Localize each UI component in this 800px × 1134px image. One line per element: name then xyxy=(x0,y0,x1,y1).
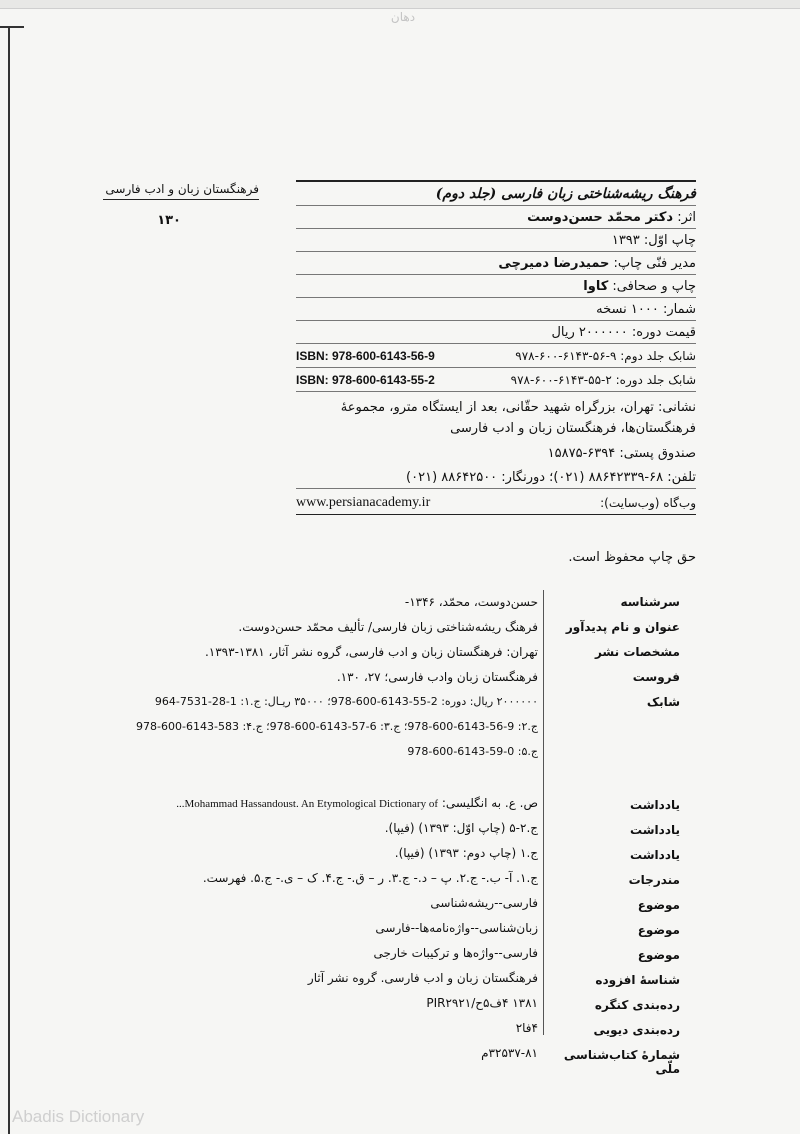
catalog-lc-value: ۱۳۸۱ ۴ف۵ح/PIR۲۹۲۱ xyxy=(426,996,538,1010)
catalog-subject-label-1: موضوع xyxy=(637,898,680,912)
catalog-national-value: ۳۲۵۳۷-۸۱م xyxy=(481,1046,538,1060)
top-edge xyxy=(0,0,800,9)
print-run: شمار: ۱۰۰۰ نسخه xyxy=(596,302,696,317)
colophon-box xyxy=(296,180,696,515)
catalog-added-entry-label: شناسهٔ افزوده xyxy=(595,973,680,987)
catalog-note-value-1 xyxy=(100,796,538,810)
isbn-set-row xyxy=(296,368,696,392)
catalog-publication-value: تهران: فرهنگستان زبان و ادب فارسی، گروه نشر آثار، ۱۳۸۱-۱۳۹۳. xyxy=(204,645,538,659)
po-box: صندوق پستی: ۶۳۹۴-۱۵۸۷۵ xyxy=(547,446,696,461)
catalog-dewey-value: ۴فا۲ xyxy=(515,1021,538,1035)
catalog-added-entry-value: فرهنگستان زبان و ادب فارسی. گروه نشر آثار xyxy=(307,971,538,985)
catalog-note-value-3: ج.۱ (چاپ دوم: ۱۳۹۳) (فیپا). xyxy=(394,846,538,860)
catalog-title-label: عنوان و نام پدیدآور xyxy=(565,620,680,634)
tech-manager-row xyxy=(296,252,696,275)
isbn-volume-row xyxy=(296,344,696,368)
catalog-subject-value-1: فارسی--ریشه‌شناسی xyxy=(430,896,538,910)
book-title-row xyxy=(296,182,696,206)
catalog-subject-label-3: موضوع xyxy=(637,948,680,962)
phone-row xyxy=(296,464,696,489)
series-number: ۱۳۰ xyxy=(157,213,181,228)
note-1-en: Mohammad Hassandoust. An Etymological Dictionary of... xyxy=(176,798,439,810)
note-1-fa: ص. ع. به انگلیسی: xyxy=(438,796,538,810)
catalog-isbn-value-2: ج.۲: 9-56-6143-600-978؛ ج.۳: 6-57-6143-600-978؛ ج.۴: 583-6143-600-978 xyxy=(136,720,538,733)
catalog-note-label-3: یادداشت xyxy=(630,848,680,862)
catalog-contents-value: ج.۱. آ- ب.- ج.۲. پ – د.- ج.۳. ر – ق.- ج.۴. ک – ی.- ج.۵. فهرست. xyxy=(202,871,538,885)
catalog-publication-label: مشخصات نشر xyxy=(594,645,680,659)
address-row xyxy=(296,392,696,442)
catalog-subject-value-2: زبان‌شناسی--واژه‌نامه‌ها--فارسی xyxy=(375,921,538,935)
printing-label: چاپ و صحافی: xyxy=(608,279,696,294)
catalog-dewey-label: رده‌بندی دیویی xyxy=(593,1023,680,1037)
catalog-isbn-value-3: ج.۵: 0-59-6143-600-978 xyxy=(407,745,538,758)
isbn-set-en: ISBN: 978-600-6143-55-2 xyxy=(296,373,435,387)
website-url: www.persianacademy.ir xyxy=(296,495,431,510)
printing: کاوا xyxy=(583,279,609,294)
catalog-isbn-value-1: ۲۰۰۰۰۰۰ ریال: دوره: 2-55-6143-600-978؛ ۳۵۰۰۰ ریـال: ج.۱: 1-28-7531-964 xyxy=(154,695,538,708)
printing-row xyxy=(296,275,696,298)
catalog-note-value-2: ج.۲-۵ (چاپ اوّل: ۱۳۹۳) (فیپا). xyxy=(384,821,538,835)
author-name: دکتر محمّد حسن‌دوست xyxy=(527,210,674,225)
catalog-lc-label: رده‌بندی کنگره xyxy=(594,998,680,1012)
address: نشانی: تهران، بزرگراه شهید حقّانی، بعد از ایستگاه مترو، مجموعهٔ فرهنگستان‌ها، فرهنگستان زبان و ادب فارسی xyxy=(340,400,696,436)
top-mark: دهان xyxy=(390,10,416,24)
catalog-subject-label-2: موضوع xyxy=(637,923,680,937)
edition-row xyxy=(296,229,696,252)
catalog-series-label: فروست xyxy=(632,670,680,684)
series-name: فرهنگستان زبان و ادب فارسی xyxy=(103,182,259,200)
binding-line xyxy=(8,26,10,1134)
catalog-heading-label: سرشناسه xyxy=(620,595,680,609)
book-title: فرهنگ ریشه‌شناختی زبان فارسی (جلد دوم) xyxy=(435,186,696,202)
po-box-row xyxy=(296,442,696,464)
rights-notice: حق چاپ محفوظ است. xyxy=(568,550,696,565)
price: قیمت دوره: ۲۰۰۰۰۰۰ ریال xyxy=(551,325,696,340)
catalog-note-label-1: یادداشت xyxy=(630,798,680,812)
catalog-heading-value: حسن‌دوست، محمّد، ۱۳۴۶- xyxy=(404,595,538,609)
binding-tick xyxy=(0,26,24,28)
catalog-contents-label: مندرجات xyxy=(628,873,680,887)
catalog-subject-value-3: فارسی--واژه‌ها و ترکیبات خارجی xyxy=(373,946,538,960)
edition: چاپ اوّل: ۱۳۹۳ xyxy=(611,233,696,248)
print-run-row xyxy=(296,298,696,321)
author-label: اثر: xyxy=(673,210,696,225)
website-row xyxy=(296,489,696,515)
isbn-volume-fa: شابک جلد دوم: ۹-۵۶-۶۱۴۳-۶۰۰-۹۷۸ xyxy=(515,349,696,363)
catalog-title-value: فرهنگ ریشه‌شناختی زبان فارسی/ تألیف محمّد حسن‌دوست. xyxy=(238,620,538,634)
catalog-series-value: فرهنگستان زبان وادب فارسی؛ ۲۷، ۱۳۰. xyxy=(336,670,538,684)
author-row xyxy=(296,206,696,229)
website-label: وب‌گاه (وب‌سایت): xyxy=(600,496,696,510)
catalog-divider xyxy=(543,590,544,1035)
isbn-volume-en: ISBN: 978-600-6143-56-9 xyxy=(296,349,435,363)
catalog-national-label: شمارهٔ کتاب‌شناسی ملّی xyxy=(563,1048,680,1076)
catalog-isbn-label: شابک xyxy=(646,695,680,709)
catalog-note-label-2: یادداشت xyxy=(630,823,680,837)
price-row xyxy=(296,321,696,344)
phone: تلفن: ۶۸-۸۸۶۴۲۳۳۹ (۰۲۱)؛ دورنگار: ۸۸۶۴۲۵۰۰ (۰۲۱) xyxy=(406,470,696,485)
footer-watermark: Abadis Dictionary xyxy=(12,1107,145,1126)
tech-manager-label: مدیر فنّی چاپ: xyxy=(609,256,696,271)
tech-manager: حمیدرضا دمیرچی xyxy=(498,256,610,271)
isbn-set-fa: شابک جلد دوره: ۲-۵۵-۶۱۴۳-۶۰۰-۹۷۸ xyxy=(510,373,696,387)
